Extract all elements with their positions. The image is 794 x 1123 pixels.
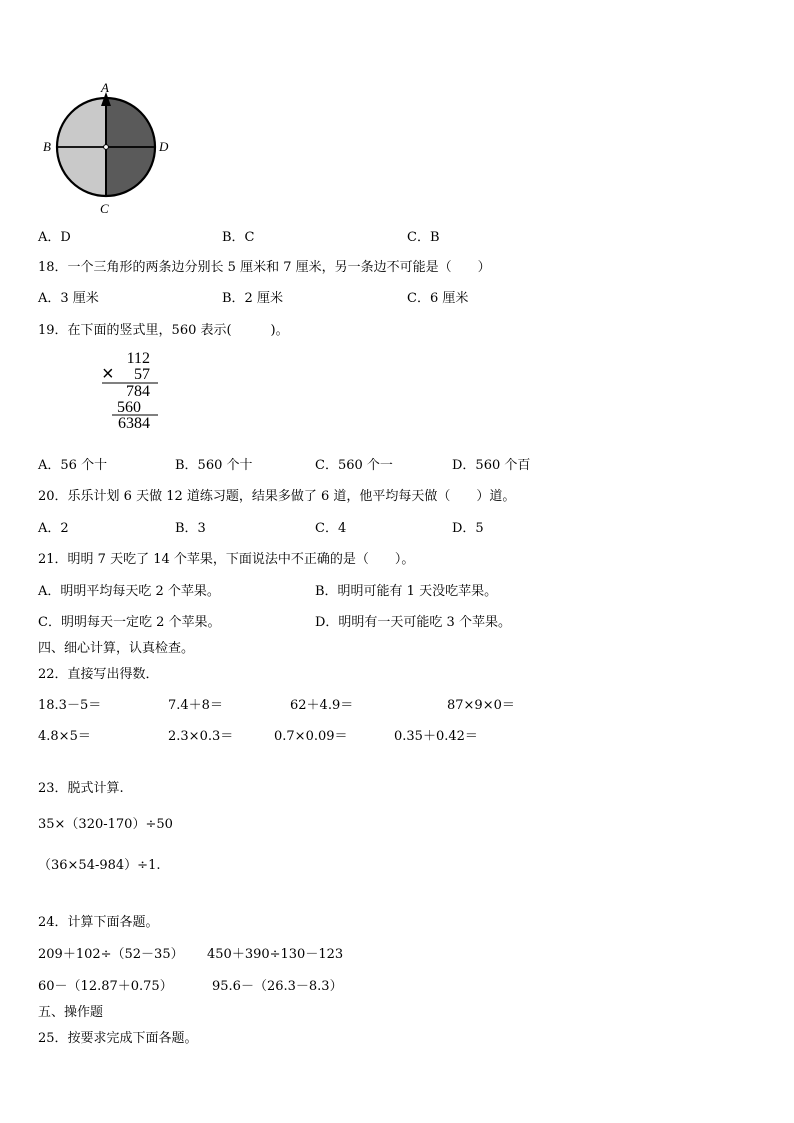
q24-stem: 24．计算下面各题。: [38, 915, 159, 930]
q24-item: 95.6－（26.3－8.3）: [212, 979, 343, 994]
q25-stem: 25．按要求完成下面各题。: [38, 1031, 198, 1046]
q21-stem: 21．明明 7 天吃了 14 个苹果，下面说法中不正确的是（ ）。: [38, 552, 415, 567]
q22-item: 0.7×0.09＝: [274, 729, 348, 744]
partial-product-2: 560: [117, 399, 141, 416]
q20-stem: 20．乐乐计划 6 天做 12 道练习题，结果多做了 6 道，他平均每天做（ ）道。: [38, 489, 516, 504]
q23-item: （36×54-984）÷1.: [38, 858, 161, 873]
label-b: B: [43, 139, 51, 154]
q22-stem: 22．直接写出得数．: [38, 667, 159, 682]
q23-item: 35×（320-170）÷50: [38, 817, 173, 832]
q21-option-d[interactable]: D．明明有一天可能吃 3 个苹果。: [315, 615, 511, 630]
q22-item: 62＋4.9＝: [290, 698, 354, 713]
center-pin: [104, 145, 109, 150]
q19-option-b[interactable]: B．560 个十: [175, 458, 253, 473]
section-4-title: 四、细心计算，认真检查。: [38, 641, 195, 656]
q23-stem: 23．脱式计算.: [38, 781, 124, 796]
q21-option-c[interactable]: C．明明每天一定吃 2 个苹果。: [38, 615, 221, 630]
multiplicand: 112: [126, 350, 150, 367]
q17-option-a[interactable]: A．D: [38, 230, 71, 245]
q20-option-d[interactable]: D．5: [452, 521, 484, 536]
q19-option-c[interactable]: C．560 个一: [315, 458, 393, 473]
q18-option-c[interactable]: C．6 厘米: [407, 291, 469, 306]
q21-option-b[interactable]: B．明明可能有 1 天没吃苹果。: [315, 584, 498, 599]
partial-product-1: 784: [126, 383, 150, 400]
q24-item: 450＋390÷130－123: [207, 947, 344, 962]
q19-option-d[interactable]: D．560 个百: [452, 458, 531, 473]
q20-option-a[interactable]: A．2: [38, 521, 69, 536]
q18-stem: 18．一个三角形的两条边分别长 5 厘米和 7 厘米，另一条边不可能是（ ）: [38, 260, 491, 275]
q22-item: 0.35＋0.42＝: [394, 729, 478, 744]
q19-stem: 19．在下面的竖式里，560 表示( )。: [38, 323, 289, 338]
section-5-title: 五、操作题: [38, 1005, 104, 1020]
q22-item: 2.3×0.3＝: [168, 729, 234, 744]
q22-item: 4.8×5＝: [38, 729, 91, 744]
q18-option-b[interactable]: B．2 厘米: [222, 291, 283, 306]
q20-option-c[interactable]: C．4: [315, 521, 347, 536]
label-c: C: [100, 201, 109, 216]
q22-item: 7.4＋8＝: [168, 698, 223, 713]
label-a: A: [101, 80, 109, 95]
q21-option-a[interactable]: A．明明平均每天吃 2 个苹果。: [38, 584, 220, 599]
q22-item: 18.3－5＝: [38, 698, 102, 713]
q22-item: 87×9×0＝: [447, 698, 515, 713]
q24-item: 209＋102÷（52－35）: [38, 947, 184, 962]
q20-option-b[interactable]: B．3: [175, 521, 206, 536]
circle-figure: [38, 80, 178, 220]
label-d: D: [159, 139, 169, 154]
q19-option-a[interactable]: A．56 个十: [38, 458, 108, 473]
multiplier: 57: [134, 366, 150, 383]
q24-item: 60－（12.87＋0.75）: [38, 979, 173, 994]
times-sign: ×: [102, 363, 114, 385]
vertical-multiplication: [98, 348, 178, 438]
q17-option-c[interactable]: C．B: [407, 230, 440, 245]
q17-option-b[interactable]: B．C: [222, 230, 255, 245]
product-result: 6384: [118, 415, 150, 432]
q18-option-a[interactable]: A．3 厘米: [38, 291, 99, 306]
